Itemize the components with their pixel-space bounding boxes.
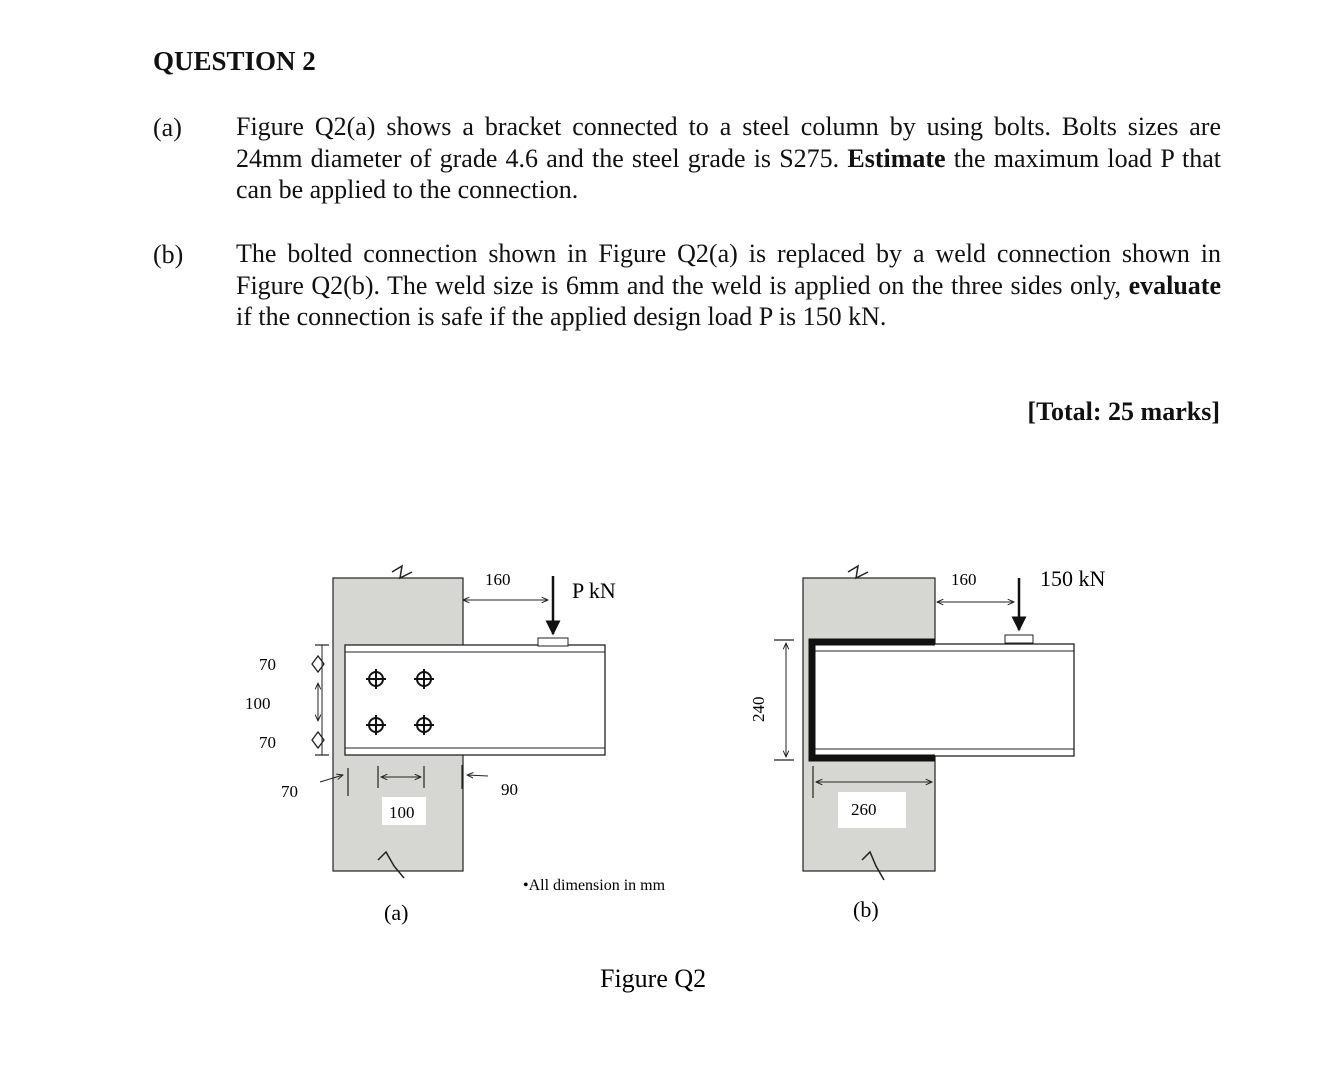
dimension-note: •All dimension in mm xyxy=(523,877,666,894)
dim-70-top: 70 xyxy=(259,655,276,674)
part-b-label: (b) xyxy=(153,240,184,269)
part-b-emphasis: evaluate xyxy=(1128,270,1221,300)
figure-b-label: (b) xyxy=(853,897,879,922)
figure-a xyxy=(245,566,616,925)
dim-240: 240 xyxy=(749,696,768,722)
dim-260: 260 xyxy=(851,800,877,819)
figure-caption: Figure Q2 xyxy=(600,964,707,993)
question-title: QUESTION 2 xyxy=(153,46,316,76)
part-a-text-2: the maximum load P that can be applied to the connection. xyxy=(236,143,1221,204)
figure-b xyxy=(749,566,1106,922)
total-marks: [Total: 25 marks] xyxy=(1027,397,1220,426)
part-a-emphasis: Estimate xyxy=(847,143,946,173)
dim-100-vert: 100 xyxy=(245,694,271,713)
dim-160-a: 160 xyxy=(485,570,511,589)
dim-100-horiz: 100 xyxy=(389,803,415,822)
load-label-a: P kN xyxy=(572,578,616,603)
bearing-pad-b xyxy=(1005,635,1033,643)
bracket-a xyxy=(345,645,605,755)
column-b-break-top xyxy=(848,566,868,578)
part-b-text-2: if the connection is safe if the applied design load P is 150 kN. xyxy=(236,302,887,331)
part-a-label: (a) xyxy=(153,113,182,142)
part-b-text-1: The bolted connection shown in Figure Q2(a) is replaced by a weld connection shown in Figure Q2(b). The weld size is 6mm and the weld is applied on the three sides only, xyxy=(236,239,1221,300)
dim-90: 90 xyxy=(501,780,518,799)
dim-70-bot: 70 xyxy=(259,733,276,752)
part-a-text-1: Figure Q2(a) shows a bracket connected to a steel column by using bolts. Bolts sizes are 24mm diameter of grade 4.6 and the steel grade is S275. xyxy=(236,112,1221,173)
dim-70-left: 70 xyxy=(281,782,298,801)
figure-a-label: (a) xyxy=(384,900,409,925)
bearing-pad-a xyxy=(538,638,568,646)
load-label-b: 150 kN xyxy=(1040,566,1106,591)
dim-160-b: 160 xyxy=(951,570,977,589)
column-a-break-top xyxy=(392,566,412,578)
bracket-b xyxy=(812,644,1074,756)
